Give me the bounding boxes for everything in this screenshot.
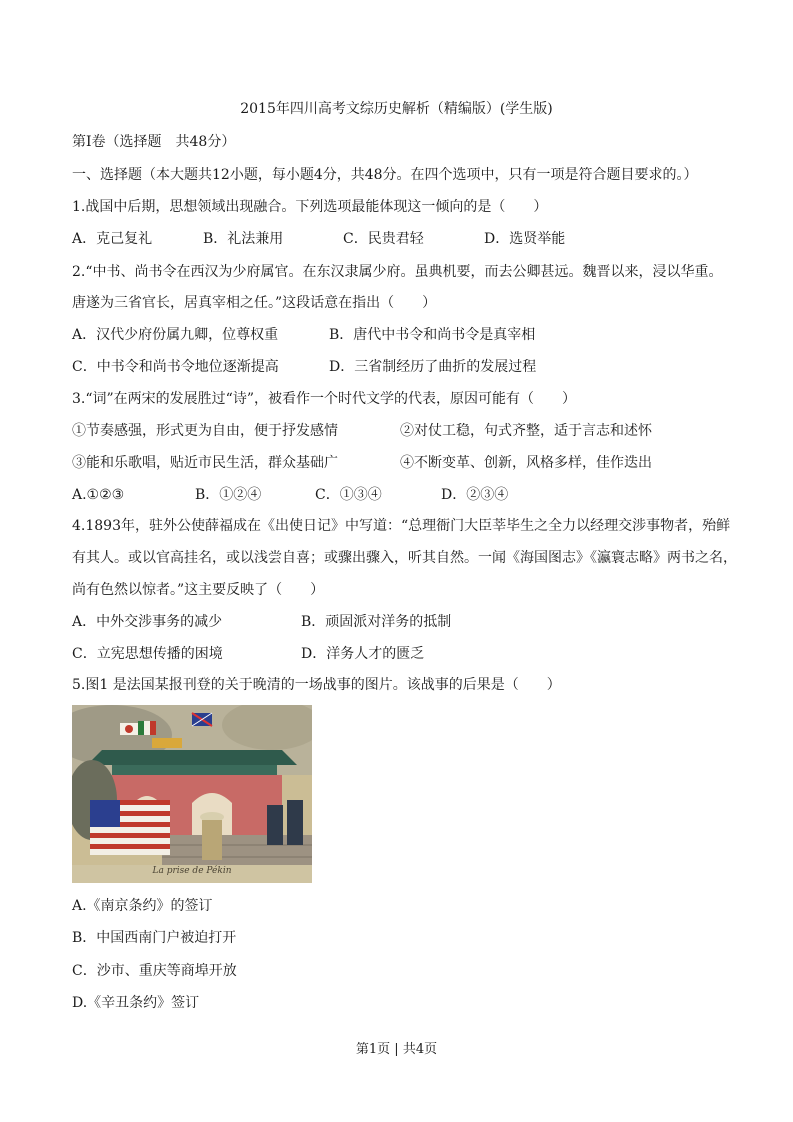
q3-option-b: B．①②④ bbox=[195, 487, 262, 503]
q4-option-c: C．立宪思想传播的困境 bbox=[72, 646, 223, 662]
q2-option-d: D．三省制经历了曲折的发展过程 bbox=[329, 359, 537, 375]
figure-1-illustration bbox=[72, 705, 312, 883]
q3-item-3: ③能和乐歌唱，贴近市民生活，群众基础广 bbox=[72, 455, 338, 471]
q4-option-d: D．洋务人才的匮乏 bbox=[301, 646, 425, 662]
q3-option-c: C．①③④ bbox=[315, 487, 382, 503]
q1-option-c: C．民贵君轻 bbox=[343, 231, 424, 247]
q4-option-a: A．中外交涉事务的减少 bbox=[72, 614, 223, 630]
instruction-text: 一、选择题（本大题共12小题，每小题4分，共48分。在四个选项中，只有一项是符合题目要求的。） bbox=[72, 167, 698, 183]
q4-option-b: B．顽固派对洋务的抵制 bbox=[301, 614, 452, 630]
page-footer: 第1页 | 共4页 bbox=[355, 1042, 438, 1057]
illustration-artwork bbox=[72, 705, 312, 883]
q1-option-b: B．礼法兼用 bbox=[203, 231, 284, 247]
q2-option-b: B．唐代中书令和尚书令是真宰相 bbox=[329, 327, 536, 343]
q3-item-4: ④不断变革、创新，风格多样，佳作迭出 bbox=[400, 455, 652, 471]
q3-item-2: ②对仗工稳，句式齐整，适于言志和述怀 bbox=[400, 423, 652, 439]
document-title: 2015年四川高考文综历史解析（精编版）(学生版) bbox=[240, 101, 553, 117]
question-2-stem-line-1: 2.“中书、尚书令在西汉为少府属官。在东汉隶属少府。虽典机要，而去公卿甚远。魏晋以来，浸以华重。 bbox=[72, 264, 723, 280]
question-5-stem: 5.图1 是法国某报刊登的关于晚清的一场战事的图片。该战事的后果是（ ） bbox=[72, 677, 561, 693]
q1-option-d: D．选贤举能 bbox=[484, 231, 566, 247]
figure-caption: La prise de Pékin bbox=[152, 866, 232, 876]
section-heading: 第Ⅰ卷（选择题 共48分） bbox=[72, 134, 236, 150]
q5-option-c: C．沙市、重庆等商埠开放 bbox=[72, 963, 237, 979]
q2-option-c: C．中书令和尚书令地位逐渐提高 bbox=[72, 359, 279, 375]
question-4-stem-line-2: 有其人。或以官高挂名，或以浅尝自喜；或骤出骤入，听其自然。一闻《海国图志》《瀛寰志略》两书之名， bbox=[72, 550, 737, 566]
question-2-stem-line-2: 唐遂为三省官长，居真宰相之任。”这段话意在指出（ ） bbox=[72, 295, 437, 311]
question-4-stem-line-1: 4.1893年，驻外公使薛福成在《出使日记》中写道：“总理衙门大臣莘毕生之全力以经理交涉事物者，殆鲜 bbox=[72, 518, 731, 534]
q3-option-d: D．②③④ bbox=[441, 487, 509, 503]
question-3-stem: 3.“词”在两宋的发展胜过“诗”，被看作一个时代文学的代表，原因可能有（ ） bbox=[72, 391, 576, 407]
q5-option-a: A.《南京条约》的签订 bbox=[72, 898, 213, 914]
question-4-stem-line-3: 尚有色然以惊者。”这主要反映了（ ） bbox=[72, 582, 325, 598]
q2-option-a: A．汉代少府份属九卿，位尊权重 bbox=[72, 327, 279, 343]
q5-option-b: B．中国西南门户被迫打开 bbox=[72, 930, 237, 946]
q3-item-1: ①节奏感强，形式更为自由，便于抒发感情 bbox=[72, 423, 338, 439]
question-1-stem: 1.战国中后期，思想领域出现融合。下列选项最能体现这一倾向的是（ ） bbox=[72, 199, 548, 215]
q3-option-a: A.①②③ bbox=[72, 487, 125, 503]
q5-option-d: D.《辛丑条约》签订 bbox=[72, 995, 200, 1011]
q1-option-a: A．克己复礼 bbox=[72, 231, 153, 247]
